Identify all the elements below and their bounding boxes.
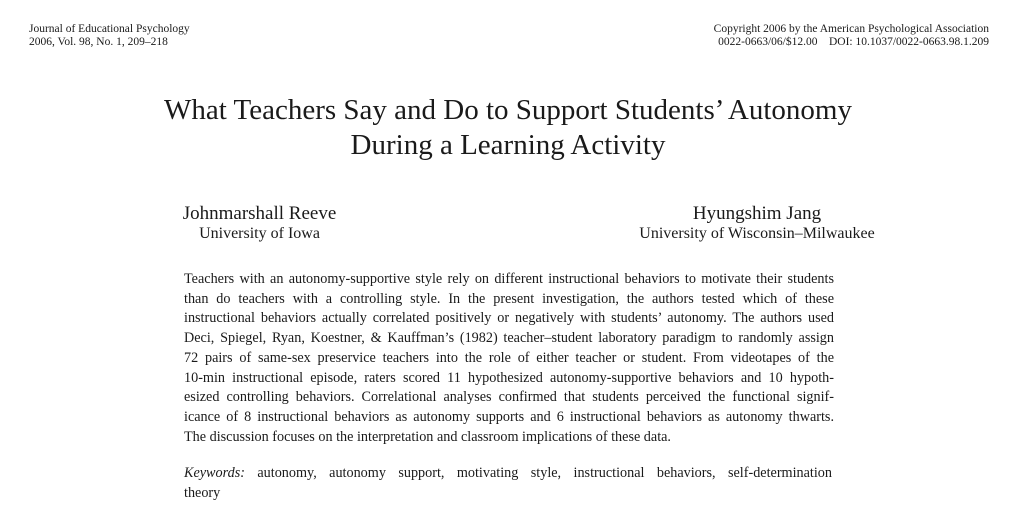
abstract-line: 72 pairs of same-sex preservice teachers into the role of either teacher or student. From videotapes of the: [184, 349, 834, 366]
author-block-2: [625, 203, 889, 243]
keywords-line-2: theory: [184, 484, 221, 501]
copyright-header: [714, 23, 989, 49]
title-line-2: During a Learning Activity: [350, 129, 666, 161]
abstract: [184, 270, 834, 447]
author-block-1: [172, 203, 347, 243]
abstract-line: icance of 8 instructional behaviors as autonomy supports and 6 instructional behaviors as autonomy thwarts.: [184, 408, 834, 425]
author-name: Hyungshim Jang: [692, 203, 822, 224]
abstract-line: Deci, Spiegel, Ryan, Koestner, & Kauffman’s (1982) teacher–student laboratory paradigm to randomly assign: [184, 330, 834, 347]
abstract-line: instructional behaviors actually correlated positively or negatively with students’ autonomy. The authors used: [184, 310, 834, 327]
copyright-line: Copyright 2006 by the American Psychological Association: [713, 23, 989, 35]
author-affiliation: University of Wisconsin–Milwaukee: [639, 225, 875, 242]
journal-header: [29, 23, 190, 49]
keywords-label: Keywords:: [184, 465, 245, 481]
paper-title: [0, 93, 1016, 163]
author-affiliation: University of Iowa: [199, 225, 320, 242]
keywords-text: autonomy, autonomy support, motivating style, instructional behaviors, self-determination: [257, 465, 832, 481]
doi-line: 0022-0663/06/$12.00 DOI: 10.1037/0022-0663.98.1.209: [718, 36, 989, 48]
title-line-1: What Teachers Say and Do to Support Students’ Autonomy: [164, 94, 852, 126]
author-name: Johnmarshall Reeve: [182, 203, 337, 224]
journal-name: Journal of Educational Psychology: [29, 23, 190, 35]
abstract-line: than do teachers with a controlling style. In the present investigation, the authors tested which of these: [184, 290, 834, 307]
keywords-line-1: [184, 464, 832, 484]
abstract-line: esized controlling behaviors. Correlational analyses confirmed that students perceived the functional signif-: [184, 389, 834, 406]
abstract-line: 10-min instructional episode, raters scored 11 hypothesized autonomy-supportive behaviors and 10 hypoth-: [184, 369, 834, 386]
abstract-line: The discussion focuses on the interpretation and classroom implications of these data.: [184, 428, 671, 445]
journal-issue: 2006, Vol. 98, No. 1, 209–218: [29, 36, 168, 48]
abstract-line: Teachers with an autonomy-supportive style rely on different instructional behaviors to motivate their students: [184, 271, 834, 287]
keywords: [184, 464, 832, 503]
